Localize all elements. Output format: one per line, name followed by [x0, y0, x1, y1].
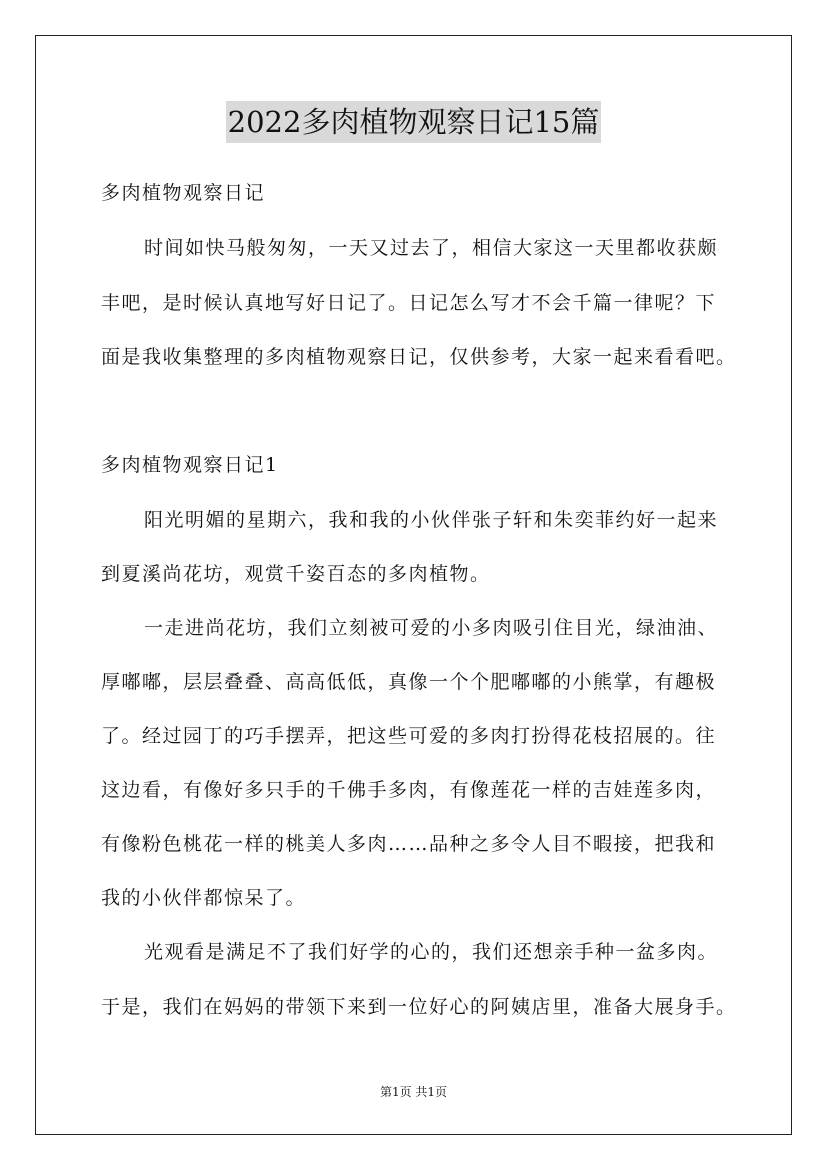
page-footer: 第1页 共1页 [379, 1085, 448, 1099]
section-heading: 多肉植物观察日记 [101, 182, 266, 204]
paragraph-line: 厚嘟嘟，层层叠叠、高高低低，真像一个个肥嘟嘟的小熊掌，有趣极 [101, 671, 717, 693]
paragraph-line: 阳光明媚的星期六，我和我的小伙伴张子轩和朱奕菲约好一起来 [144, 509, 719, 531]
paragraph-line: 我的小伙伴都惊呆了。 [101, 887, 307, 909]
paragraph-line: 于是，我们在妈妈的带领下来到一位好心的阿姨店里，准备大展身手。 [101, 996, 737, 1018]
paragraph-line: 到夏溪尚花坊，观赏千姿百态的多肉植物。 [101, 563, 491, 585]
title-container [0, 101, 827, 143]
paragraph-line: 有像粉色桃花一样的桃美人多肉……品种之多令人目不暇接，把我和 [101, 833, 717, 855]
paragraph-line: 光观看是满足不了我们好学的心的，我们还想亲手种一盆多肉。 [144, 941, 719, 963]
paragraph-line: 时间如快马般匆匆，一天又过去了，相信大家这一天里都收获颇 [144, 237, 719, 259]
paragraph-line: 一走进尚花坊，我们立刻被可爱的小多肉吸引住目光，绿油油、 [144, 617, 719, 639]
paragraph-line: 这边看，有像好多只手的千佛手多肉，有像莲花一样的吉娃莲多肉， [101, 779, 717, 801]
paragraph-line: 了。经过园丁的巧手摆弄，把这些可爱的多肉打扮得花枝招展的。往 [101, 725, 717, 747]
paragraph-line: 面是我收集整理的多肉植物观察日记，仅供参考，大家一起来看看吧。 [101, 346, 737, 368]
document-title: 2022多肉植物观察日记15篇 [226, 101, 602, 143]
paragraph-line: 丰吧，是时候认真地写好日记了。日记怎么写才不会千篇一律呢？下 [101, 292, 717, 314]
section-heading: 多肉植物观察日记1 [101, 454, 279, 476]
